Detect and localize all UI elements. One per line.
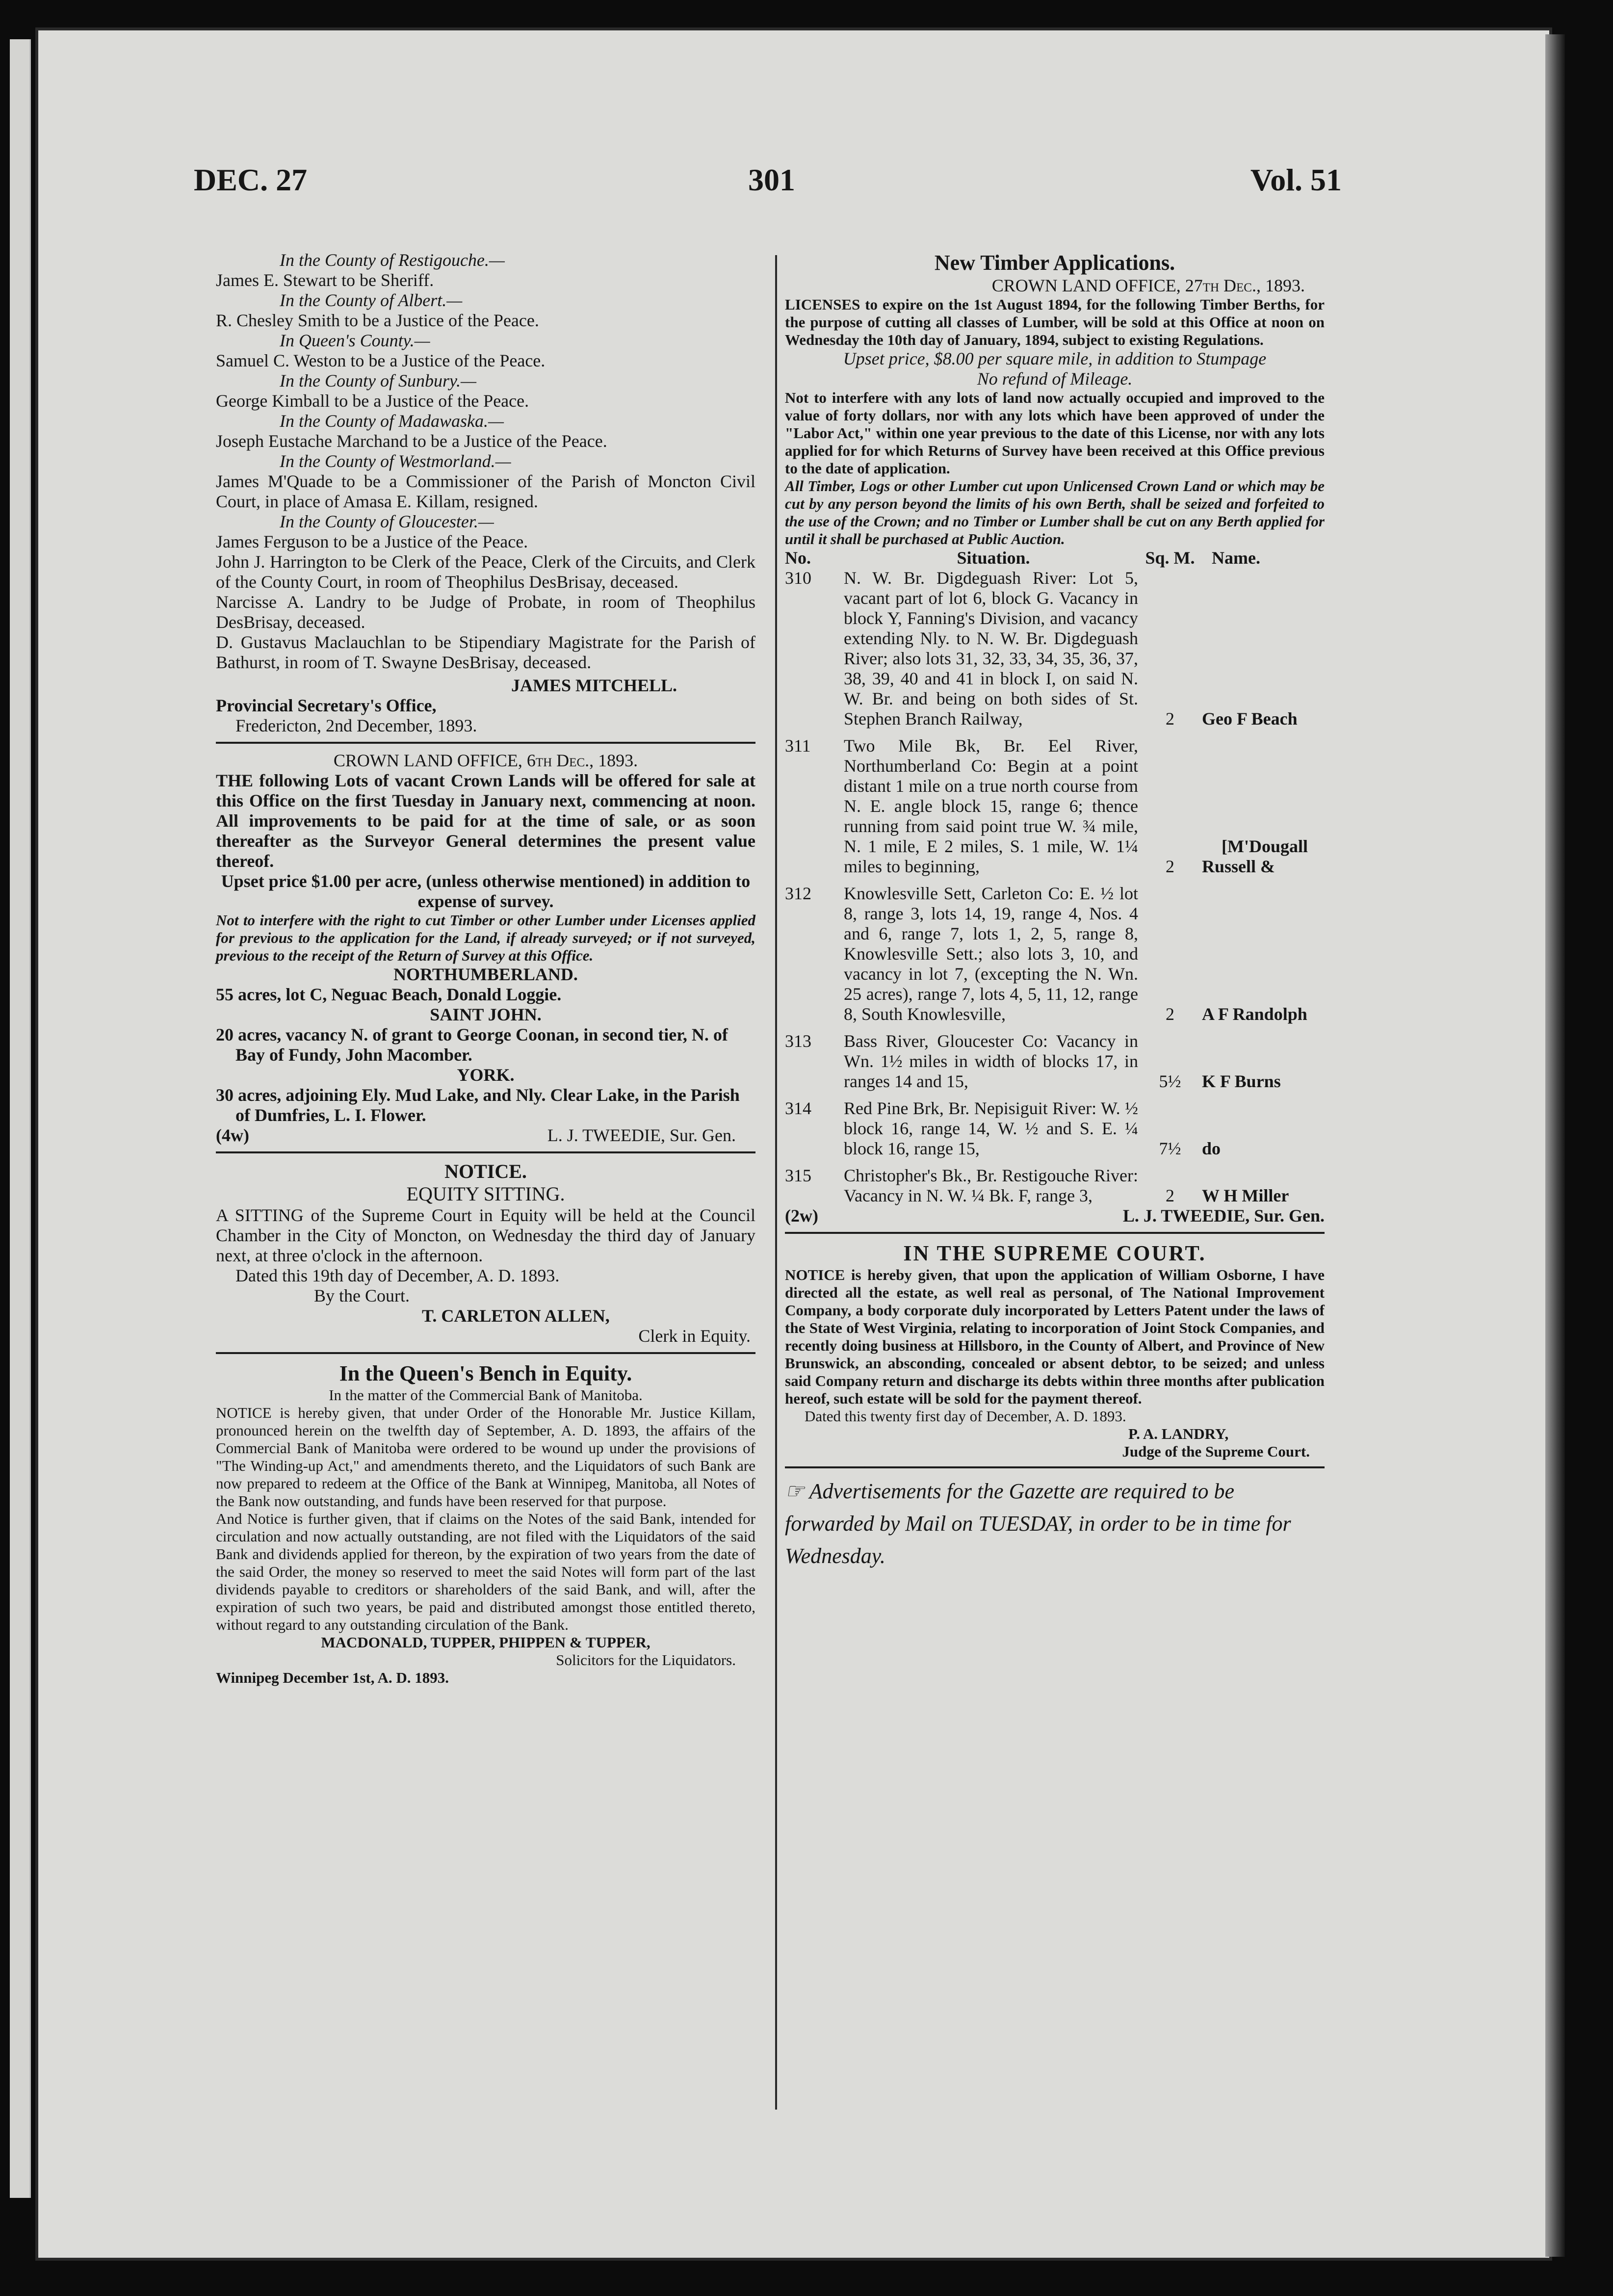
row-number: 311 (785, 736, 811, 756)
section-rule (216, 1352, 755, 1354)
notice-dated: Dated this 19th day of December, A. D. 1893. (235, 1266, 560, 1285)
timber-table-body (785, 568, 1325, 1206)
row-name-text: A F Randolph (1202, 1004, 1307, 1024)
appointment-line: Joseph Eustache Marchand to be a Justice of the Peace. (216, 431, 607, 451)
appointment-line: Narcisse A. Landry to be Judge of Probate, in room of Theophilus DesBrisay, deceased. (216, 592, 755, 632)
row-name-top: [M'Dougall (1222, 836, 1308, 856)
crown-land-sig-row (216, 1125, 755, 1146)
notice-title: NOTICE. (444, 1160, 527, 1182)
queens-bench-place-date: Winnipeg December 1st, A. D. 1893. (216, 1669, 449, 1686)
row-name-text: W H Miller (1202, 1186, 1289, 1205)
table-row (785, 1098, 1325, 1159)
col-header-situation: Situation. (957, 548, 1030, 568)
row-number: 315 (785, 1166, 811, 1185)
row-name-text: Geo F Beach (1202, 709, 1298, 729)
crown-land-signature: L. J. TWEEDIE, Sur. Gen. (547, 1125, 736, 1145)
county-heading: In the County of Westmorland.— (280, 451, 511, 471)
appointments-office: Provincial Secretary's Office, (216, 696, 437, 715)
timber-note: All Timber, Logs or other Lumber cut upon Unlicensed Crown Land or which may be cut by any person beyond the limits of his own Berth, shall be seized and forfeited to the use of the Crown; and no Timber or Lumber shall be cut on any Berth applied for until it shall be purchased at Public Auction. (785, 477, 1325, 548)
row-number: 313 (785, 1031, 811, 1051)
timber-body: LICENSES to expire on the 1st August 1894, for the following Timber Berths, for the purpose of cutting all classes of Lumber, will be sold at this Office at noon on Wednesday the 10th day of January, 1894, subject to existing Regulations. (785, 296, 1325, 348)
row-spacer (785, 1092, 1325, 1098)
county-heading: In the County of Gloucester.— (280, 512, 494, 531)
row-spacer (785, 729, 1325, 736)
appointment-line: George Kimball to be a Justice of the Peace. (216, 391, 529, 411)
row-sqm: 7½ (1159, 1139, 1181, 1158)
appointment-line: D. Gustavus Maclauchlan to be Stipendiary Magistrate for the Parish of Bathurst, in room of T. Swayne DesBrisay, deceased. (216, 632, 755, 672)
notice-signer-title: Clerk in Equity. (638, 1326, 751, 1346)
table-row (785, 884, 1325, 1024)
county-heading: In the County of Restigouche.— (280, 250, 505, 270)
header-volume: Vol. 51 (1250, 162, 1342, 197)
appointments-signature: JAMES MITCHELL. (511, 676, 677, 695)
timber-table (785, 548, 1325, 1206)
timber-refund: No refund of Mileage. (977, 369, 1133, 389)
county-name: YORK. (457, 1065, 515, 1085)
crown-land-body: THE following Lots of vacant Crown Lands will be offered for sale at this Office on the first Tuesday in January next, commencing at noon. All improvements to be paid for at the time of sale, or as soon thereafter as the Surveyor General determines the present value thereof. (216, 771, 755, 871)
timber-sig-row (785, 1206, 1325, 1226)
notice-by: By the Court. (314, 1286, 410, 1305)
row-name-text: K F Burns (1202, 1071, 1281, 1091)
row-situation: Knowlesville Sett, Carleton Co: E. ½ lot 8, range 3, lots 14, 19, range 4, Nos. 4 and 6, range 7, lots 1, 2, 5, range 8, Knowlesville Sett.; also lots 3, 10, and vacancy in lot 7, (excepting the N. Wn. 25 acres), range 7, lots 4, 5, 11, 12, range 8, South Knowlesville, (844, 884, 1138, 1024)
row-number: 310 (785, 568, 811, 588)
row-name-text: do (1202, 1139, 1221, 1158)
timber-body2: Not to interfere with any lots of land now actually occupied and improved to the value of forty dollars, nor with any lots which have been approved of under the "Labor Act," within one year previous to the date of this License, nor with any lots applied for for which Returns of Survey have been received at this Office previous to the date of application. (785, 389, 1325, 477)
timber-upset: Upset price, $8.00 per square mile, in addition to Stumpage (843, 349, 1267, 368)
county-heading: In the County of Madawaska.— (280, 411, 504, 431)
table-row (785, 1166, 1325, 1206)
row-number: 314 (785, 1098, 811, 1118)
queens-bench-firm-role: Solicitors for the Liquidators. (556, 1651, 736, 1669)
col-header-no: No. (785, 548, 811, 568)
row-situation: Bass River, Gloucester Co: Vacancy in Wn. 1½ miles in width of blocks 17, in ranges 14 and 15, (844, 1031, 1138, 1091)
table-row (785, 568, 1325, 729)
page-header (194, 162, 1342, 226)
supreme-body: NOTICE is hereby given, that upon the application of William Osborne, I have directed all the estate, as well real as personal, of The National Improvement Company, a body corporate duly incorporated by Letters Patent under the laws of the State of West Virginia, relating to incorporation of Joint Stock Companies, and recently doing business at Hillsboro, in the County of Albert, and Province of New Brunswick, an absconding, concealed or absent debtor, to be seized; and unless said Company return and discharge its debts within three months after publication hereof, such estate will be sold for the payment thereof. (785, 1266, 1325, 1407)
crown-land-upset: Upset price $1.00 per acre, (unless otherwise mentioned) in addition to expense of survey. (221, 871, 751, 911)
notice-subtitle: EQUITY SITTING. (406, 1183, 565, 1205)
column-divider (775, 255, 777, 2110)
table-row (785, 736, 1325, 877)
left-column (216, 250, 755, 1687)
crown-land-term: (4w) (216, 1125, 249, 1145)
row-name (1197, 884, 1325, 1024)
supreme-title: IN THE SUPREME COURT. (903, 1241, 1206, 1265)
supreme-dated: Dated this twenty first day of December, A. D. 1893. (805, 1408, 1126, 1425)
row-name (1197, 1166, 1325, 1206)
queens-bench-p2: And Notice is further given, that if claims on the Notes of the said Bank, intended for circulation and now actually outstanding, are not filed with the Liquidators of the said Bank and dividends applied for thereon, by the expiration of two years from the date of the said Order, the money so reserved to meet the said Notes will form part of the last dividends payable to creditors or shareholders of the said Bank, and will, after the expiration of such two years, be paid and distributed amongst those entitled thereto, without regard to any outstanding circulation of the Bank. (216, 1510, 755, 1633)
county-heading: In the County of Sunbury.— (280, 371, 476, 391)
appointment-line: John J. Harrington to be Clerk of the Peace, Clerk of the Circuits, and Clerk of the County Court, in room of Theophilus DesBrisay, deceased. (216, 552, 755, 592)
right-column (785, 250, 1325, 1572)
appointments-list (216, 250, 755, 673)
timber-signature: L. J. TWEEDIE, Sur. Gen. (1122, 1206, 1325, 1226)
page-binding-shadow (1545, 34, 1565, 2257)
appointment-line: Samuel C. Weston to be a Justice of the Peace. (216, 351, 546, 370)
crown-land-heading: CROWN LAND OFFICE, 6th Dec., 1893. (333, 751, 638, 770)
table-row (785, 1031, 1325, 1092)
row-situation: Red Pine Brk, Br. Nepisiguit River: W. ½ block 16, range 14, W. ½ and S. E. ¼ block 16, range 15, (844, 1098, 1138, 1158)
appointment-line: James Ferguson to be a Justice of the Peace. (216, 532, 528, 551)
row-spacer (785, 1024, 1325, 1031)
section-rule (216, 1151, 755, 1153)
row-spacer (785, 877, 1325, 884)
header-page-number: 301 (748, 162, 795, 197)
row-situation: N. W. Br. Digdeguash River: Lot 5, vacant part of lot 6, block G. Vacancy in block Y, Fanning's Division, and vacancy extending Nly. to N. W. Br. Digdeguash River; also lots 31, 32, 33, 34, 35, 36, 37, 38, 39, 40 and 41 in block I, on said N. W. Br. and being on both sides of St. Stephen Branch Railway, (844, 568, 1138, 729)
appointment-line: James M'Quade to be a Commissioner of the Parish of Moncton Civil Court, in place of Amasa E. Killam, resigned. (216, 471, 755, 511)
supreme-signer: P. A. LANDRY, (1128, 1425, 1229, 1442)
row-name (1197, 1098, 1325, 1159)
row-name (1197, 568, 1325, 729)
pointing-hand-icon: ☞ (785, 1479, 809, 1503)
row-sqm: 2 (1166, 709, 1174, 729)
timber-table-header (785, 548, 1325, 568)
timber-office: CROWN LAND OFFICE, 27th Dec., 1893. (991, 276, 1305, 295)
advert-notice (785, 1475, 1325, 1572)
section-rule (216, 742, 755, 744)
row-name (1197, 736, 1325, 877)
notice-body: A SITTING of the Supreme Court in Equity will be held at the Council Chamber in the City of Moncton, on Wednesday the third day of January next, at three o'clock in the afternoon. (216, 1205, 755, 1265)
queens-bench-p1: NOTICE is hereby given, that under Order of the Honorable Mr. Justice Killam, pronounced herein on the twelfth day of September, A. D. 1893, the affairs of the Commercial Bank of Manitoba were ordered to be wound up under the provisions of "The Winding-up Act," and amendments thereto, and the Liquidators of such Bank are now prepared to redeem at the Office of the Bank at Winnipeg, Manitoba, all Notes of the Bank now outstanding, and funds have been reserved for that purpose. (216, 1404, 755, 1510)
row-sqm: 5½ (1159, 1071, 1181, 1091)
lot-entry: 30 acres, adjoining Ely. Mud Lake, and Nly. Clear Lake, in the Parish of Dumfries, L. I. Flower. (216, 1085, 740, 1125)
notice-signer: T. CARLETON ALLEN, (422, 1306, 610, 1326)
lot-entry: 55 acres, lot C, Neguac Beach, Donald Loggie. (216, 985, 562, 1004)
col-header-sqm: Sq. M. (1145, 548, 1195, 568)
county-name: SAINT JOHN. (430, 1005, 542, 1024)
header-date: DEC. 27 (194, 162, 308, 197)
row-sqm: 2 (1166, 1004, 1174, 1024)
appointment-line: James E. Stewart to be Sheriff. (216, 270, 434, 290)
crown-land-counties (216, 965, 755, 1125)
timber-term: (2w) (785, 1206, 818, 1226)
row-situation: Christopher's Bk., Br. Restigouche River: Vacancy in N. W. ¼ Bk. F, range 3, (844, 1166, 1138, 1205)
section-rule (785, 1466, 1325, 1468)
row-name (1197, 1031, 1325, 1092)
timber-title: New Timber Applications. (934, 251, 1175, 275)
queens-bench-title: In the Queen's Bench in Equity. (339, 1361, 632, 1385)
row-name-text: Russell & (1202, 857, 1275, 876)
county-heading: In the County of Albert.— (280, 290, 463, 310)
supreme-signer-title: Judge of the Supreme Court. (1122, 1443, 1310, 1460)
row-situation: Two Mile Bk, Br. Eel River, Northumberland Co: Begin at a point distant 1 mile on a true north course from N. E. angle block 15, range 6; thence running from said point true W. ¾ mile, N. 1 mile, E 2 miles, S. 1 mile, W. 1¼ miles to beginning, (844, 736, 1138, 876)
page-stack-edge (10, 39, 31, 2198)
crown-land-note: Not to interfere with the right to cut Timber or other Lumber under Licenses applied for previous to the application for the Land, if already surveyed; or if not surveyed, previous to the receipt of the Return of Survey at this Office. (216, 912, 755, 964)
row-number: 312 (785, 884, 811, 903)
row-sqm: 2 (1166, 857, 1174, 876)
row-spacer (785, 1159, 1325, 1166)
section-rule (785, 1232, 1325, 1234)
col-header-name: Name. (1212, 548, 1260, 568)
county-name: NORTHUMBERLAND. (393, 965, 578, 984)
lot-entry: 20 acres, vacancy N. of grant to George Coonan, in second tier, N. of Bay of Fundy, John Macomber. (216, 1025, 728, 1065)
appointment-line: R. Chesley Smith to be a Justice of the Peace. (216, 311, 539, 330)
appointments-place: Fredericton, 2nd December, 1893. (235, 716, 477, 735)
queens-bench-firm: MACDONALD, TUPPER, PHIPPEN & TUPPER, (321, 1634, 650, 1651)
row-sqm: 2 (1166, 1186, 1174, 1205)
county-heading: In Queen's County.— (280, 331, 430, 350)
queens-bench-matter: In the matter of the Commercial Bank of Manitoba. (329, 1386, 643, 1404)
advert-text: Advertisements for the Gazette are required to be forwarded by Mail on TUESDAY, in order to be in time for Wednesday. (785, 1479, 1291, 1568)
